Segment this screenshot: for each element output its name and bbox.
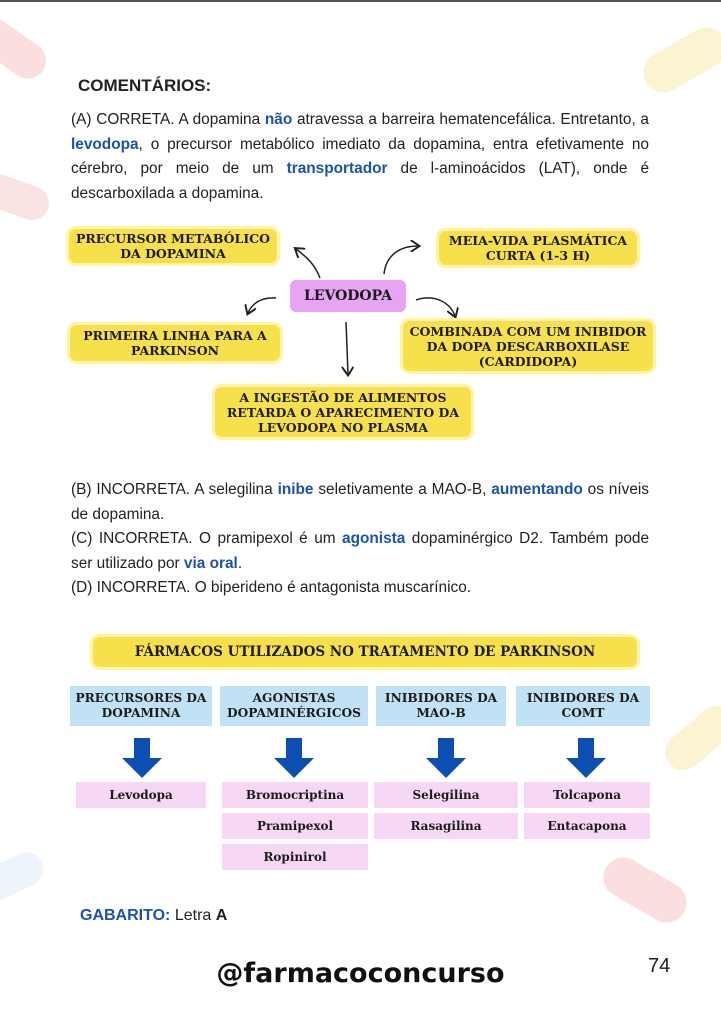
column-header-agonistas: AGONISTAS DOPAMINÉRGICOS bbox=[220, 686, 368, 726]
drug-ropinirol: Ropinirol bbox=[222, 844, 368, 870]
para-b-highlight-1: inibe bbox=[277, 481, 314, 498]
drug-selegilina: Selegilina bbox=[374, 782, 518, 808]
arrow-to-ingestao bbox=[346, 322, 348, 374]
column-header-comt: INIBIDORES DA COMT bbox=[516, 686, 650, 726]
drug-tolcapona: Tolcapona bbox=[524, 782, 650, 808]
arrow-down-icon bbox=[566, 738, 606, 778]
arrow-to-meia-vida bbox=[384, 246, 418, 274]
gabarito-answer: A bbox=[215, 907, 228, 924]
para-a-text-2: atravessa a barreira hematencefálica. Entretanto, a bbox=[292, 111, 649, 128]
para-c-highlight-2: via oral bbox=[183, 554, 238, 572]
paragraph-d: (D) INCORRETA. O biperideno é antagonista muscarínico. bbox=[71, 579, 472, 596]
para-c-highlight-1: agonista bbox=[342, 530, 406, 547]
paragraph-c bbox=[71, 527, 649, 576]
para-c-text-3: . bbox=[237, 554, 243, 572]
column-header-mao-b: INIBIDORES DA MAO-B bbox=[376, 686, 506, 726]
table-title: FÁRMACOS UTILIZADOS NO TRATAMENTO DE PARKINSON bbox=[90, 634, 640, 670]
para-a-highlight-3: transportador bbox=[286, 160, 388, 177]
gabarito-label: GABARITO: bbox=[80, 907, 171, 924]
primeira-linha-box: PRIMEIRA LINHA PARA A PARKINSON bbox=[67, 322, 283, 364]
arrow-down-icon bbox=[122, 738, 162, 778]
page-number: 74 bbox=[648, 955, 671, 977]
ingestao-box: A INGESTÃO DE ALIMENTOS RETARDA O APARECIMENTO DA LEVODOPA NO PLASMA bbox=[212, 384, 474, 440]
para-b-text-1: (B) INCORRETA. A selegilina bbox=[71, 481, 278, 498]
arrow-to-precursor bbox=[296, 249, 320, 278]
drug-pramipexol: Pramipexol bbox=[222, 813, 368, 839]
drug-levodopa: Levodopa bbox=[76, 782, 206, 808]
social-handle: @farmacoconcurso bbox=[216, 958, 505, 989]
precursor-box: PRECURSOR METABÓLICO DA DOPAMINA bbox=[66, 226, 280, 266]
para-a-highlight-2: levodopa bbox=[71, 135, 139, 153]
para-a-text-1: (A) CORRETA. A dopamina bbox=[71, 111, 265, 128]
arrow-down-icon bbox=[274, 738, 314, 778]
para-b-highlight-2: aumentando bbox=[491, 481, 583, 498]
para-a-text-3: , o precursor metabólico imediato da dopamina, entra efetivamente no cérebro, por meio de um bbox=[71, 135, 649, 177]
levodopa-center: LEVODOPA bbox=[290, 280, 406, 312]
drug-entacapona: Entacapona bbox=[524, 813, 650, 839]
gabarito bbox=[80, 907, 227, 925]
drug-bromocriptina: Bromocriptina bbox=[222, 782, 368, 808]
gabarito-text: Letra bbox=[170, 907, 216, 924]
para-a-highlight-1: não bbox=[264, 111, 293, 128]
para-b-text-2: seletivamente a MAO-B, bbox=[313, 481, 492, 498]
drug-rasagilina: Rasagilina bbox=[374, 813, 518, 839]
arrow-to-combinada bbox=[416, 298, 455, 316]
arrow-to-primeira-linha bbox=[248, 298, 276, 313]
para-c-text-1: (C) INCORRETA. O pramipexol é um bbox=[71, 530, 343, 547]
arrow-down-icon bbox=[426, 738, 466, 778]
paragraph-b bbox=[71, 478, 649, 527]
para-a-text-4: de l-aminoácidos (LAT), onde é descarboxilada a dopamina. bbox=[71, 160, 649, 202]
para-c-text-2: dopaminérgico D2. Também pode ser utilizado por bbox=[71, 530, 650, 572]
comments-title: COMENTÁRIOS: bbox=[78, 76, 212, 95]
para-b-text-3: os níveis de dopamina. bbox=[71, 481, 649, 523]
combinada-box: COMBINADA COM UM INIBIDOR DA DOPA DESCARBOXILASE (CARDIDOPA) bbox=[400, 318, 656, 374]
column-header-precursores: PRECURSORES DA DOPAMINA bbox=[70, 686, 212, 726]
meia-vida-box: MEIA-VIDA PLASMÁTICA CURTA (1-3 H) bbox=[436, 228, 640, 268]
